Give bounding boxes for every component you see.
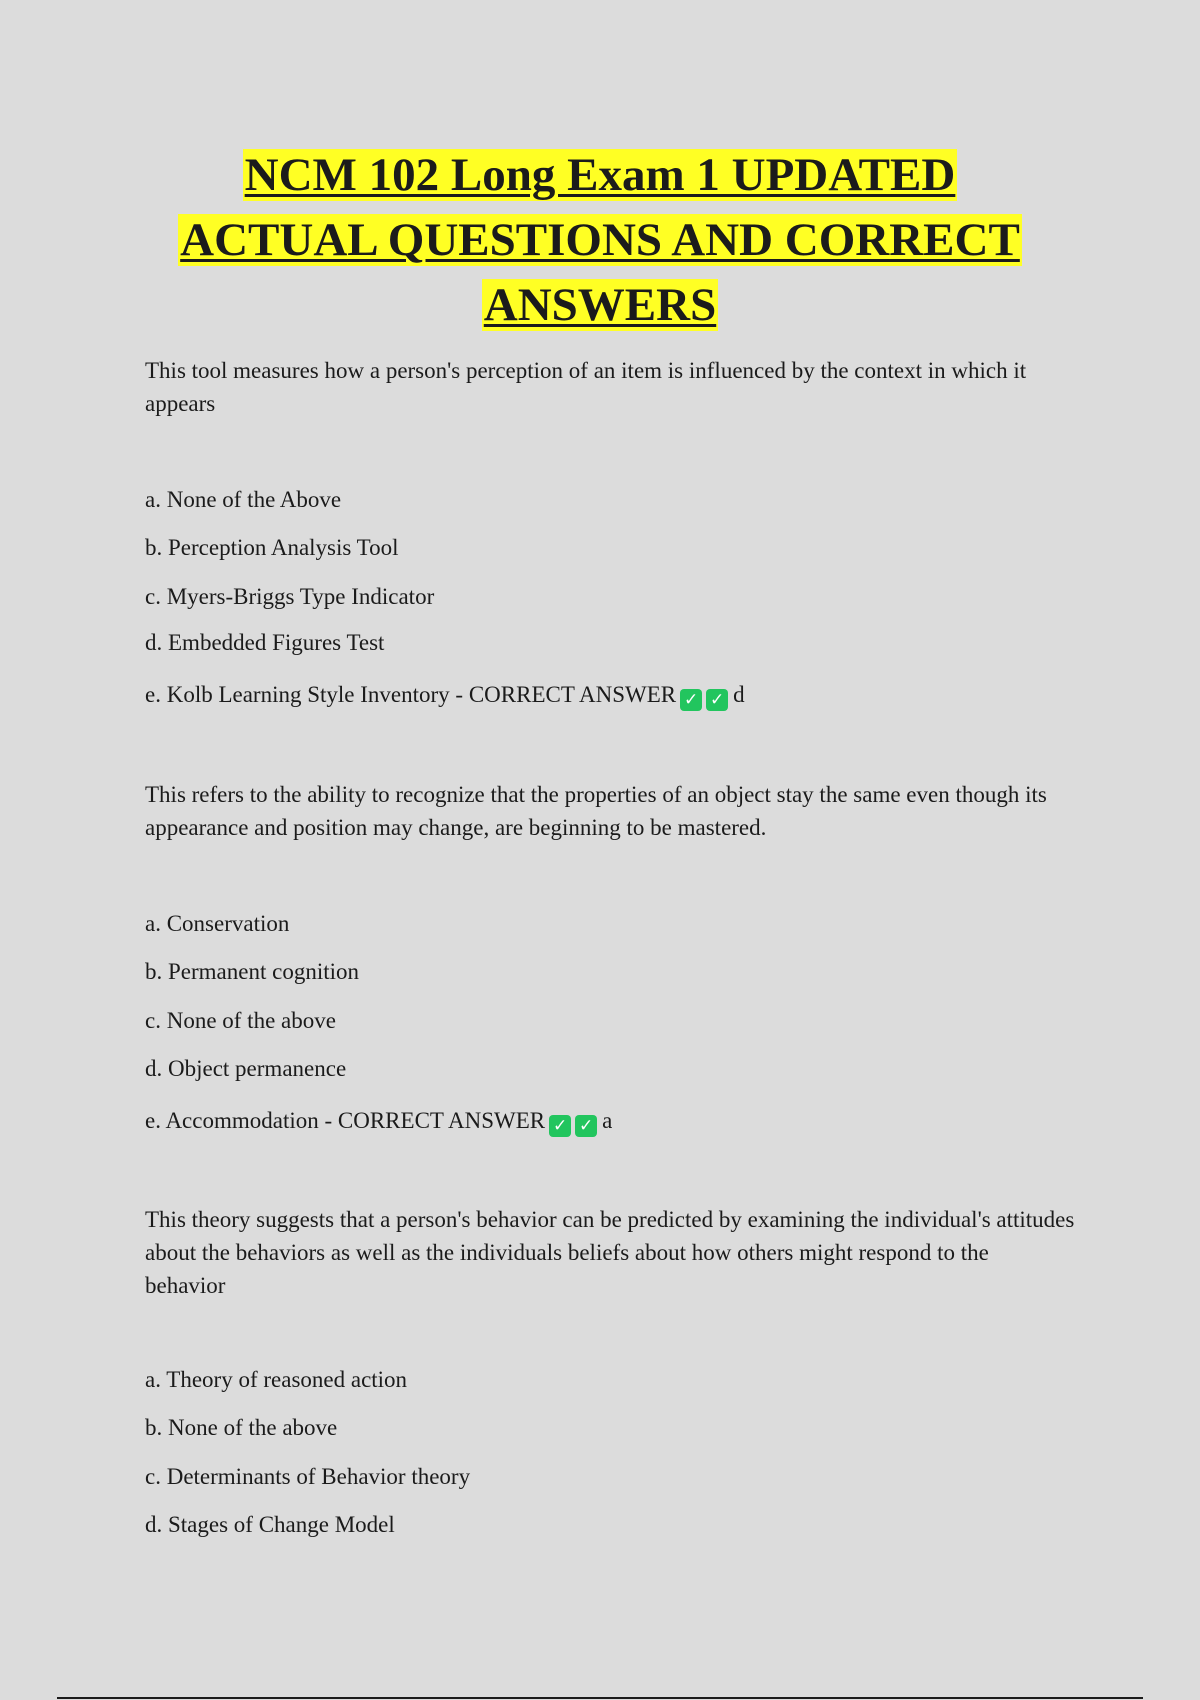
question-2-answer: a [602,1108,613,1133]
question-2-option-c: c. None of the above [145,1008,336,1033]
question-1-option-d: d. Embedded Figures Test [145,630,385,655]
question-3-text: This theory suggests that a person's behavior can be predicted by examining the individual's attitudes about the behaviors as well as the individuals beliefs about how others might respond to the behavior [145,1207,1075,1298]
title-line-2: ACTUAL QUESTIONS AND CORRECT [180,214,1020,266]
question-3-option-b: b. None of the above [145,1415,338,1440]
question-1-option-e: e. Kolb Learning Style Inventory - CORRECT ANSWER [145,682,677,707]
question-2-option-e: e. Accommodation - CORRECT ANSWER [145,1108,546,1133]
question-1 [145,354,1075,420]
question-1-option-a: a. None of the Above [145,487,342,512]
question-3-option-d: d. Stages of Change Model [145,1512,395,1537]
document-title [120,143,1080,338]
question-3-option-a: a. Theory of reasoned action [145,1367,408,1392]
question-2 [145,778,1075,844]
check-mark-icon: ✓ [706,689,728,711]
question-3-option-c: c. Determinants of Behavior theory [145,1464,471,1489]
question-1-option-c: c. Myers-Briggs Type Indicator [145,584,435,609]
footer-rule [57,1697,1143,1699]
question-2-text: This refers to the ability to recognize that the properties of an object stay the same even though its appearance and position may change, are beginning to be mastered. [145,782,1047,840]
check-mark-icon: ✓ [680,689,702,711]
question-2-option-b: b. Permanent cognition [145,959,359,984]
question-2-option-d: d. Object permanence [145,1056,347,1081]
question-2-option-e-row [145,1104,612,1137]
question-3 [145,1203,1075,1302]
question-1-answer: d [733,682,745,707]
title-line-3: ANSWERS [483,279,717,331]
question-1-option-b: b. Perception Analysis Tool [145,535,399,560]
check-mark-icon: ✓ [575,1115,597,1137]
title-line-1: NCM 102 Long Exam 1 UPDATED [244,149,956,201]
question-1-text: This tool measures how a person's perception of an item is influenced by the context in which it appears [145,358,1027,416]
question-2-option-a: a. Conservation [145,911,290,936]
check-mark-icon: ✓ [549,1115,571,1137]
question-1-option-e-row [145,678,745,711]
